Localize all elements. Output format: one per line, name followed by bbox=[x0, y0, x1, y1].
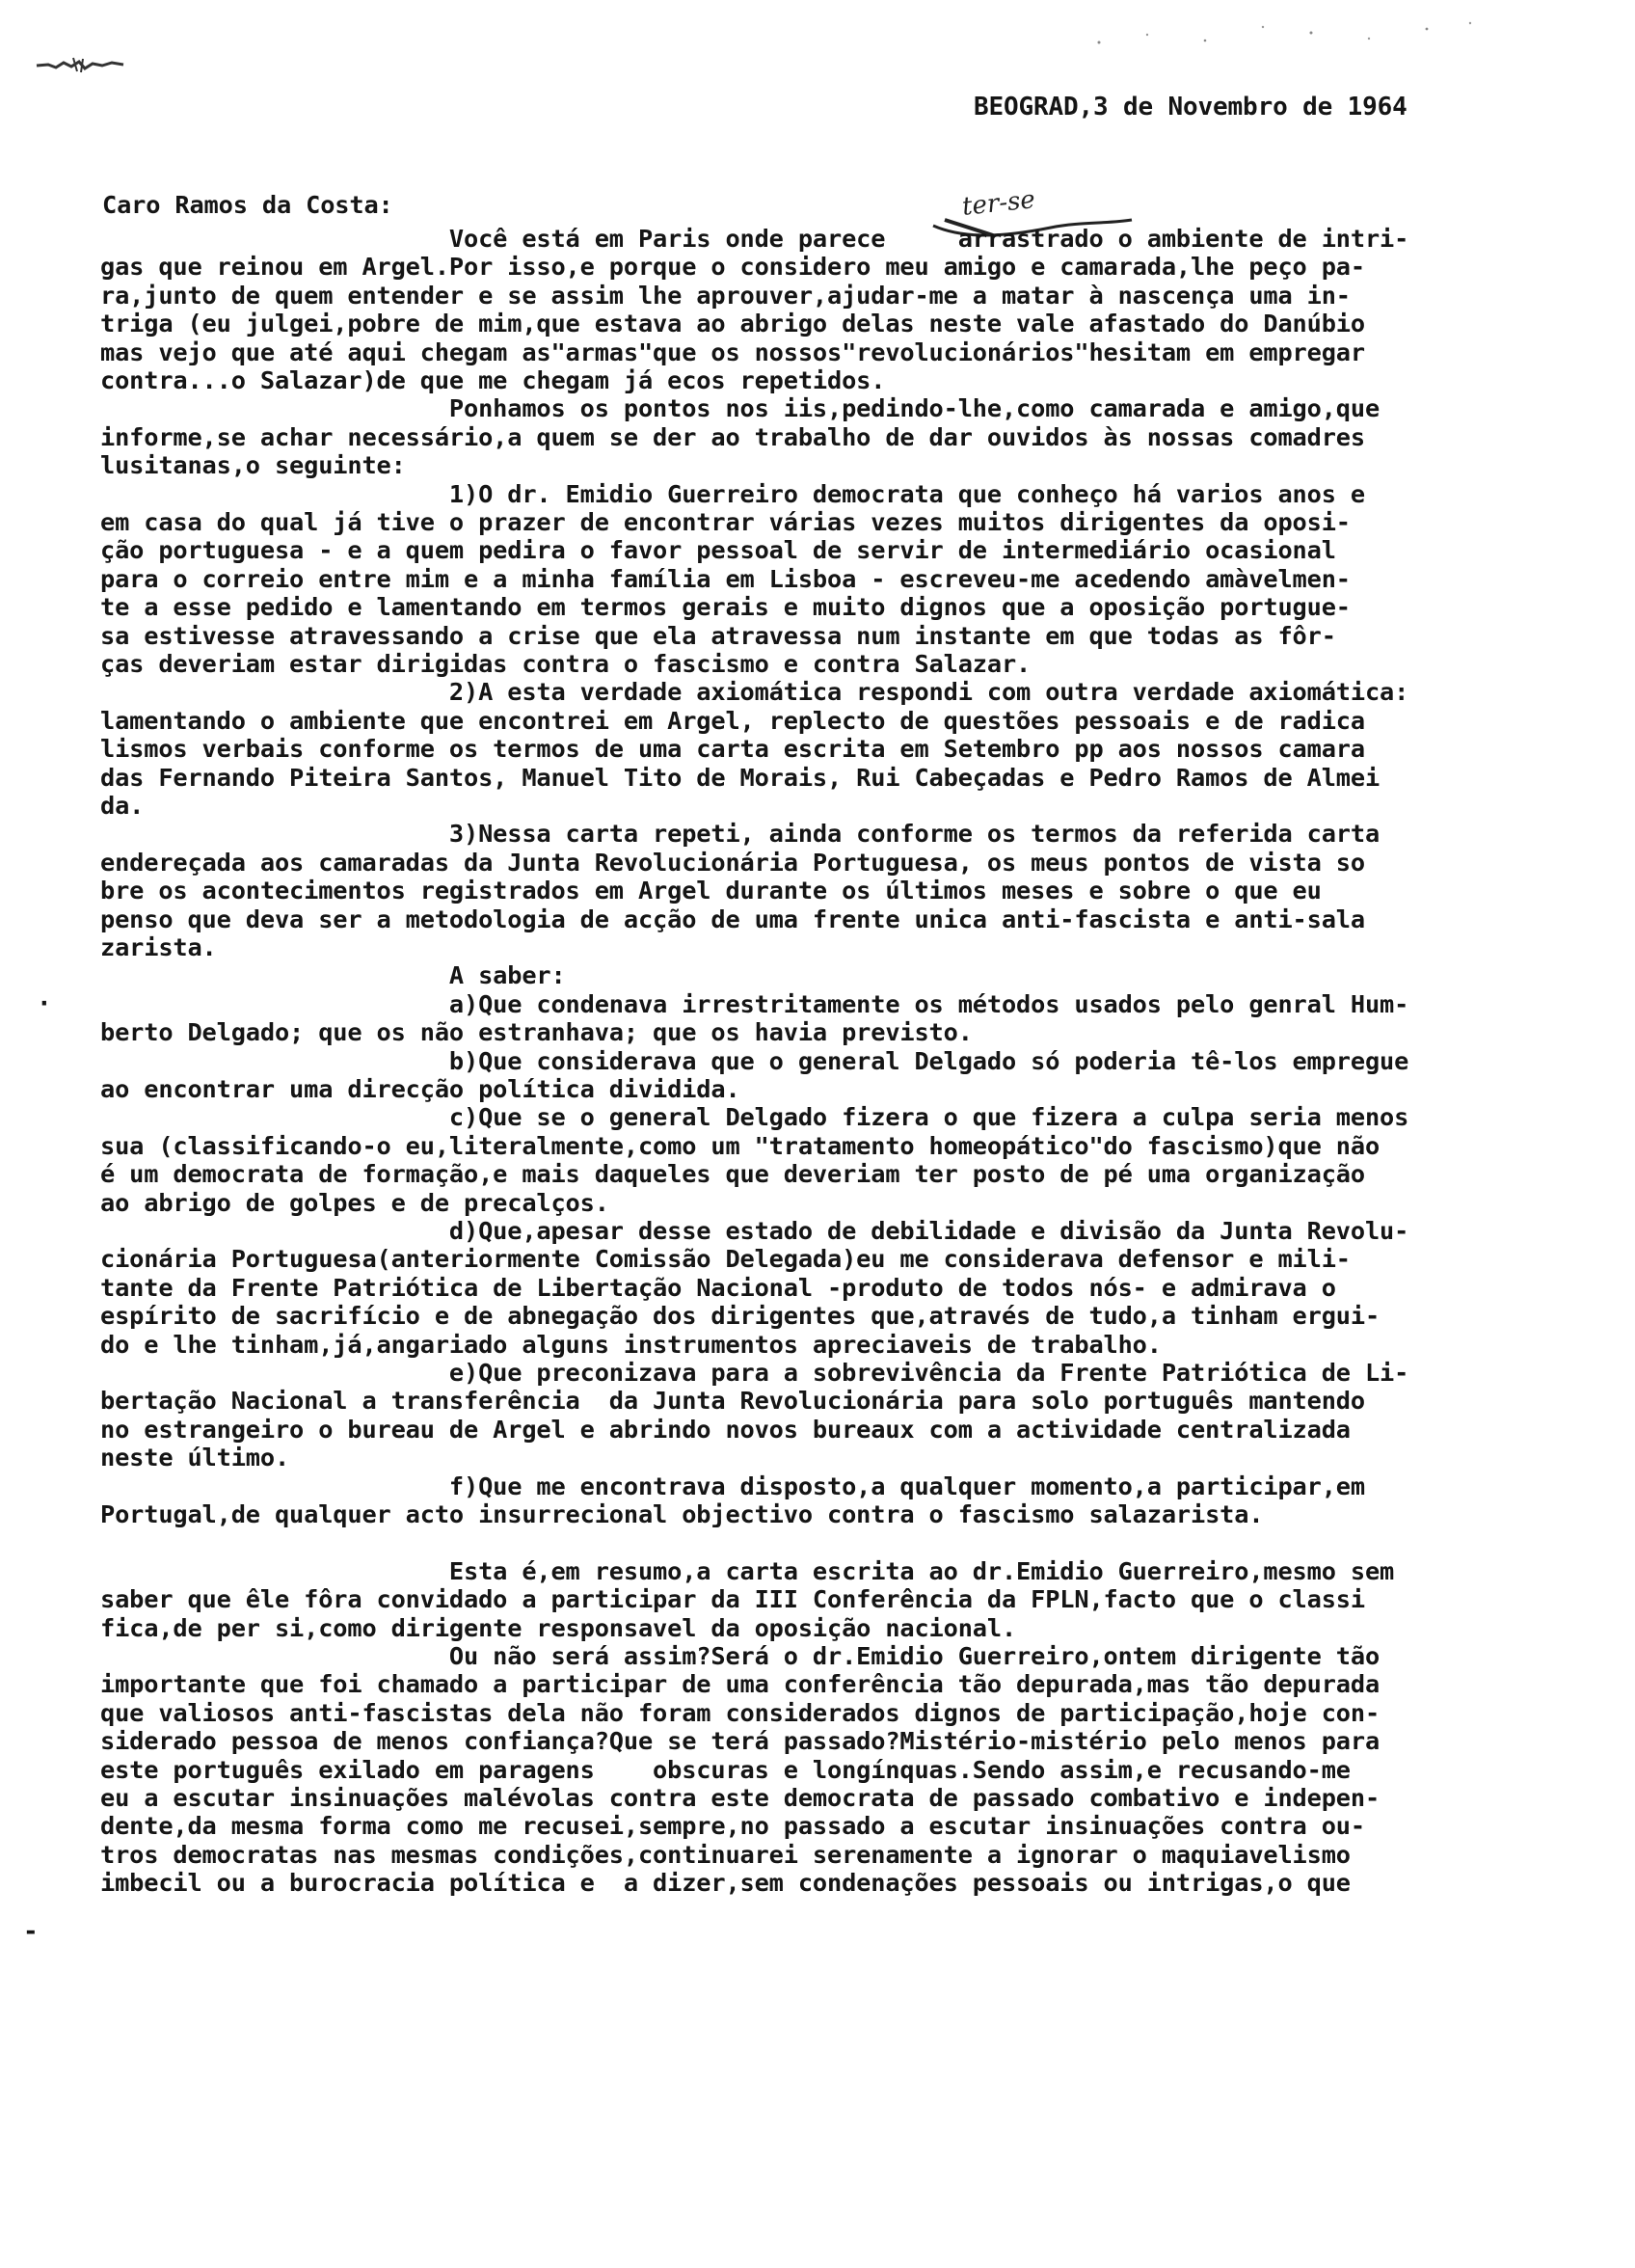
letter-line: 1)O dr. Emidio Guerreiro democrata que conheço há varios anos e bbox=[100, 479, 1365, 508]
letter-line: sa estivesse atravessando a crise que ela atravessa num instante em que todas as fôr- bbox=[100, 621, 1336, 650]
letter-line: ra,junto de quem entender e se assim lhe aprouver,ajudar-me a matar à nascença uma in- bbox=[100, 281, 1351, 310]
salutation: Caro Ramos da Costa: bbox=[102, 191, 393, 219]
letter-line: saber que êle fôra convidado a participar da III Conferência da FPLN,facto que o classi bbox=[100, 1585, 1365, 1614]
letter-line: Você está em Paris onde parece arrastrado o ambiente de intri- bbox=[100, 225, 1409, 253]
margin-dash: - bbox=[23, 1917, 39, 1946]
letter-line: b)Que considerava que o general Delgado só poderia tê-los empregue bbox=[100, 1046, 1409, 1075]
letter-line: este português exilado em paragens obscuras e longínquas.Sendo assim,e recusando-me bbox=[100, 1755, 1351, 1784]
letter-line: imbecil ou a burocracia política e a dizer,sem condenações pessoais ou intrigas,o que bbox=[100, 1869, 1351, 1898]
letter-line: dente,da mesma forma como me recusei,sempre,no passado a escutar insinuações contra ou- bbox=[100, 1812, 1365, 1841]
letter-line: te a esse pedido e lamentando em termos gerais e muito dignos que a oposição portugue- bbox=[100, 593, 1351, 622]
letter-line: ças deveriam estar dirigidas contra o fascismo e contra Salazar. bbox=[100, 650, 1032, 678]
letter-line: f)Que me encontrava disposto,a qualquer momento,a participar,em bbox=[100, 1472, 1365, 1500]
letter-line: endereçada aos camaradas da Junta Revolucionária Portuguesa, os meus pontos de vista so bbox=[100, 848, 1365, 877]
letter-line: da. bbox=[100, 792, 145, 820]
letter-line: d)Que,apesar desse estado de debilidade e divisão da Junta Revolu- bbox=[100, 1217, 1409, 1245]
letter-line: que valiosos anti-fascistas dela não foram considerados dignos de participação,hoje con- bbox=[100, 1698, 1380, 1727]
letter-line: c)Que se o general Delgado fizera o que fizera a culpa seria menos bbox=[100, 1103, 1409, 1132]
letter-line: informe,se achar necessário,a quem se der ao trabalho de dar ouvidos às nossas comadres bbox=[100, 422, 1365, 451]
letter-line: bre os acontecimentos registrados em Argel durante os últimos meses e sobre o que eu bbox=[100, 877, 1322, 905]
letter-line: é um democrata de formação,e mais daqueles que deveriam ter posto de pé uma organização bbox=[100, 1160, 1365, 1189]
letter-line: ao encontrar uma direcção política dividida. bbox=[100, 1075, 740, 1103]
letter-line: tante da Frente Patriótica de Libertação Nacional -produto de todos nós- e admirava o bbox=[100, 1273, 1336, 1302]
letter-line: 2)A esta verdade axiomática respondi com outra verdade axiomática: bbox=[100, 678, 1409, 707]
margin-dot: · bbox=[37, 989, 52, 1018]
letter-line: espírito de sacrifício e de abnegação dos dirigentes que,através de tudo,a tinham ergui- bbox=[100, 1302, 1380, 1331]
letter-line: ção portuguesa - e a quem pedira o favor pessoal de servir de intermediário ocasional bbox=[100, 536, 1336, 565]
letter-line: lusitanas,o seguinte: bbox=[100, 451, 406, 480]
letter-line: lamentando o ambiente que encontrei em Argel, replecto de questões pessoais e de radica bbox=[100, 706, 1365, 735]
letter-line: fica,de per si,como dirigente responsavel da oposição nacional. bbox=[100, 1613, 1017, 1642]
letter-line: a)Que condenava irrestritamente os métodos usados pelo genral Hum- bbox=[100, 989, 1409, 1018]
letter-line: do e lhe tinham,já,angariado alguns instrumentos apreciaveis de trabalho. bbox=[100, 1330, 1162, 1359]
letter-line: bertação Nacional a transferência da Junta Revolucionária para solo português mantendo bbox=[100, 1387, 1365, 1416]
letter-line: Ponhamos os pontos nos iis,pedindo-lhe,como camarada e amigo,que bbox=[100, 394, 1380, 423]
letter-line: em casa do qual já tive o prazer de encontrar várias vezes muitos dirigentes da oposi- bbox=[100, 508, 1351, 536]
letter-line: mas vejo que até aqui chegam as"armas"que os nossos"revolucionários"hesitam em empregar bbox=[100, 338, 1365, 366]
letter-line: Ou não será assim?Será o dr.Emidio Guerreiro,ontem dirigente tão bbox=[100, 1642, 1380, 1670]
letter-line: Portugal,de qualquer acto insurrecional objectivo contra o fascismo salazarista. bbox=[100, 1500, 1264, 1528]
letter-line: A saber: bbox=[100, 961, 566, 990]
letter-line: Esta é,em resumo,a carta escrita ao dr.Emidio Guerreiro,mesmo sem bbox=[100, 1556, 1395, 1585]
letter-line: gas que reinou em Argel.Por isso,e porque o considero meu amigo e camarada,lhe peço pa- bbox=[100, 253, 1365, 282]
letter-line: importante que foi chamado a participar de uma conferência tão depurada,mas tão depurada bbox=[100, 1670, 1380, 1699]
letter-line: cionária Portuguesa(anteriormente Comissão Delegada)eu me considerava defensor e mili- bbox=[100, 1245, 1351, 1274]
letter-line: para o correio entre mim e a minha família em Lisboa - escreveu-me acedendo amàvelmen- bbox=[100, 564, 1351, 593]
place-date: BEOGRAD,3 de Novembro de 1964 bbox=[974, 93, 1407, 122]
letter-line: no estrangeiro o bureau de Argel e abrindo novos bureaux com a actividade centralizada bbox=[100, 1415, 1351, 1444]
scan-noise bbox=[1080, 14, 1485, 52]
letter-line: berto Delgado; que os não estranhava; que os havia previsto. bbox=[100, 1018, 973, 1047]
ink-stamp-mark bbox=[35, 54, 127, 75]
letter-line: triga (eu julgei,pobre de mim,que estava ao abrigo delas neste vale afastado do Danúbio bbox=[100, 310, 1365, 338]
letter-line: e)Que preconizava para a sobrevivência da Frente Patriótica de Li- bbox=[100, 1359, 1409, 1387]
letter-line: eu a escutar insinuações malévolas contra este democrata de passado combativo e indepen- bbox=[100, 1784, 1380, 1812]
letter-line: sua (classificando-o eu,literalmente,como um "tratamento homeopático"do fascismo)que não bbox=[100, 1131, 1380, 1160]
letter-line: 3)Nessa carta repeti, ainda conforme os termos da referida carta bbox=[100, 820, 1380, 849]
letter-line: das Fernando Piteira Santos, Manuel Tito de Morais, Rui Cabeçadas e Pedro Ramos de Almei bbox=[100, 763, 1380, 792]
letter-line: ao abrigo de golpes e de precalços. bbox=[100, 1188, 609, 1217]
letter-line: siderado pessoa de menos confiança?Que se terá passado?Mistério-mistério pelo menos para bbox=[100, 1727, 1380, 1756]
handwritten-insert: ter-se bbox=[960, 185, 1037, 222]
letter-line: zarista. bbox=[100, 933, 217, 961]
letter-line: penso que deva ser a metodologia de acção de uma frente unica anti-fascista e anti-sala bbox=[100, 904, 1365, 933]
letter-line: tros democratas nas mesmas condições,continuarei serenamente a ignorar o maquiavelismo bbox=[100, 1840, 1351, 1869]
letter-line: lismos verbais conforme os termos de uma carta escrita em Setembro pp aos nossos camara bbox=[100, 735, 1365, 764]
letter-line: neste último. bbox=[100, 1444, 290, 1472]
letter-line: contra...o Salazar)de que me chegam já ecos repetidos. bbox=[100, 366, 886, 394]
